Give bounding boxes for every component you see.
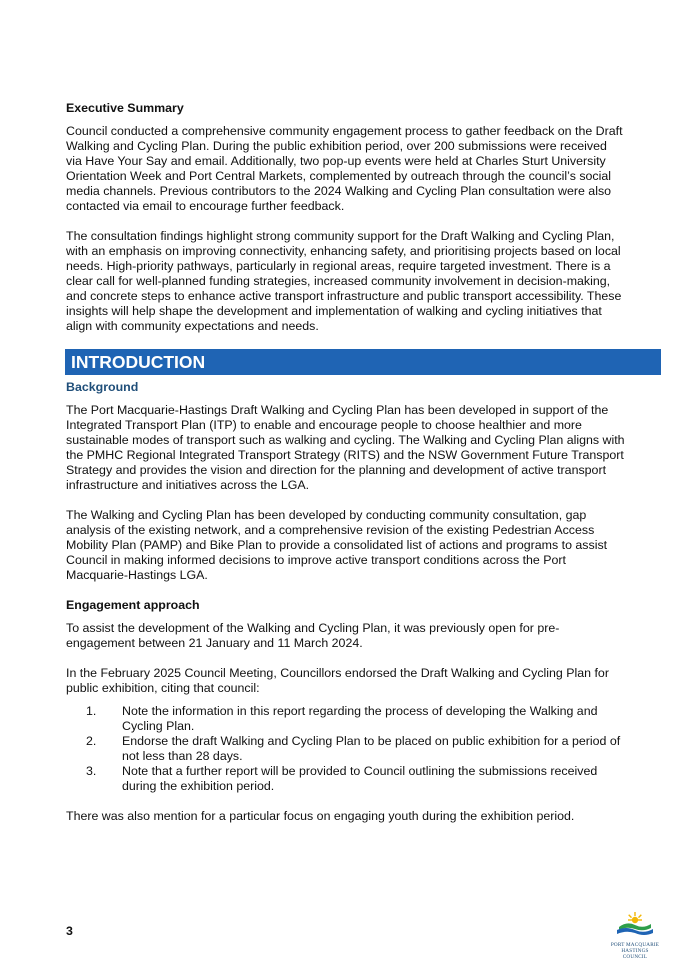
page-content — [66, 101, 626, 839]
background-paragraph-2: The Walking and Cycling Plan has been developed by conducting community consultation, gap analysis of the existing network, and a comprehensive revision of the existing Pedestrian Access Mobility Plan (PAMP) and Bike Plan to provide a consolidated list of actions and programs to assist Council in making informed decisions to improve active transport conditions across the Port Macquarie-Hastings LGA. — [66, 508, 608, 582]
council-logo — [609, 911, 661, 960]
resolution-list — [66, 704, 626, 794]
list-item-text: Note the information in this report regarding the process of developing the Walking and Cycling Plan. — [122, 704, 598, 733]
engagement-approach-heading: Engagement approach — [66, 598, 200, 612]
page-number: 3 — [66, 924, 73, 938]
list-item — [66, 704, 626, 734]
list-item-number: 2. — [86, 734, 97, 748]
introduction-section-heading: INTRODUCTION — [63, 349, 661, 375]
list-item-number: 1. — [86, 704, 97, 718]
logo-text-line-2: HASTINGS COUNCIL — [621, 948, 649, 960]
council-logo-icon — [609, 911, 661, 937]
list-item-number: 3. — [86, 764, 97, 778]
list-item — [66, 734, 626, 764]
engagement-paragraph-2: In the February 2025 Council Meeting, Councillors endorsed the Draft Walking and Cycling Plan for public exhibition, citing that council: — [66, 666, 609, 695]
executive-summary-heading: Executive Summary — [66, 101, 184, 115]
list-item-text: Note that a further report will be provided to Council outlining the submissions received during the exhibition period. — [122, 764, 598, 793]
executive-summary-paragraph-1: Council conducted a comprehensive community engagement process to gather feedback on the Draft Walking and Cycling Plan. During the public exhibition period, over 200 submissions were received via Have Your Say and email. Additionally, two pop-up events were held at Charles Sturt University Orientation Week and Port Central Markets, complemented by outreach through the council’s social media channels. Previous contributors to the 2024 Walking and Cycling Plan consultation were also contacted via email to encourage further feedback. — [66, 124, 623, 213]
list-item-text: Endorse the draft Walking and Cycling Plan to be placed on public exhibition for a period of not less than 28 days. — [122, 734, 621, 763]
background-heading: Background — [66, 380, 139, 394]
engagement-paragraph-1: To assist the development of the Walking and Cycling Plan, it was previously open for pre-engagement between 21 January and 11 March 2024. — [66, 621, 560, 650]
list-item — [66, 764, 626, 794]
background-paragraph-1: The Port Macquarie-Hastings Draft Walking and Cycling Plan has been developed in support of the Integrated Transport Plan (ITP) to enable and encourage people to choose healthier and more sustainable modes of transport such as walking and cycling. The Walking and Cycling Plan aligns with the PMHC Regional Integrated Transport Strategy (RITS) and the NSW Government Future Transport Strategy and provides the vision and direction for the planning and development of active transport infrastructure and initiatives across the LGA. — [66, 403, 625, 492]
executive-summary-paragraph-2: The consultation findings highlight strong community support for the Draft Walking and Cycling Plan, with an emphasis on improving connectivity, enhancing safety, and prioritising projects based on local needs. High-priority pathways, particularly in regional areas, require targeted investment. There is a clear call for well-planned funding strategies, increased community involvement in decision-making, and concrete steps to enhance active transport infrastructure and public transport accessibility. These insights will help shape the development and implementation of walking and cycling initiatives that align with community expectations and needs. — [66, 229, 622, 333]
closing-paragraph: There was also mention for a particular focus on engaging youth during the exhibition period. — [66, 809, 575, 823]
logo-text-line-1: PORT MACQUARIE — [610, 942, 660, 948]
